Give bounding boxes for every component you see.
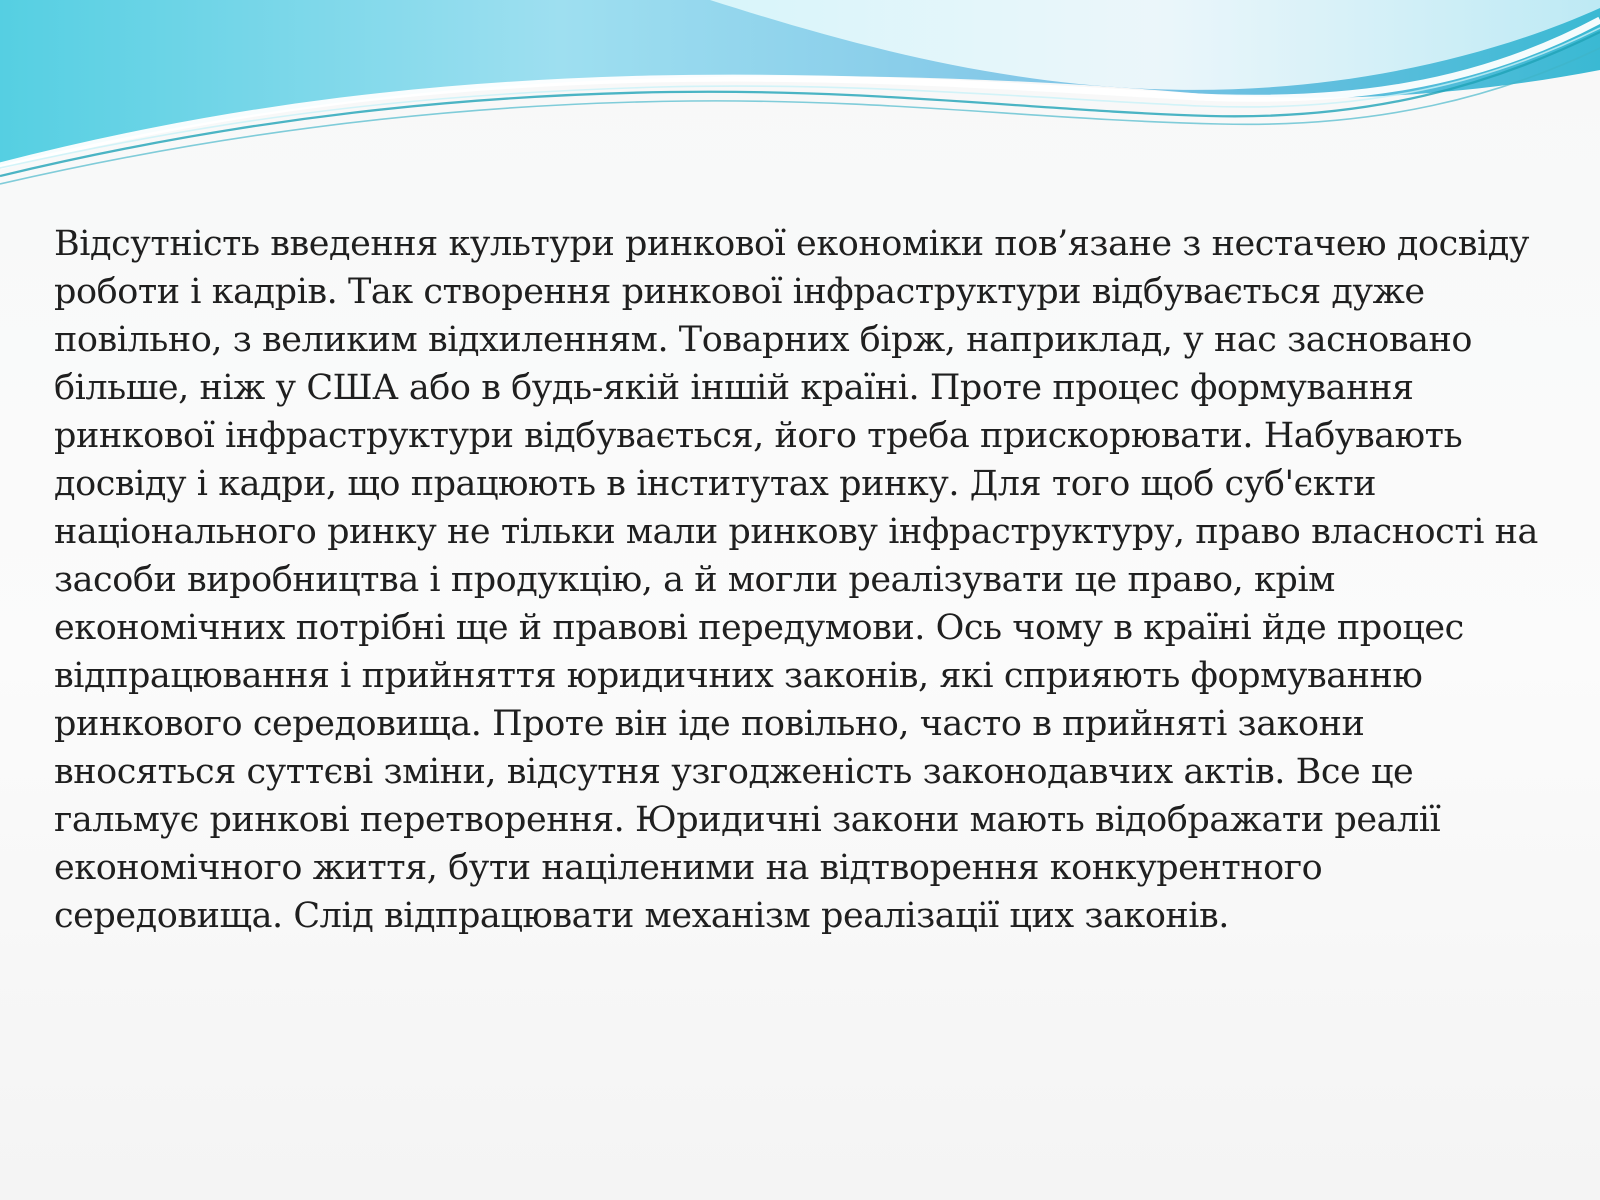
- slide-body-text: Відсутність введення культури ринкової економіки пов’язане з нестачею досвіду роботи і кадрів. Так створення ринкової інфраструктури відбувається дуже повільно, з великим відхиленням. Товарних бірж, наприклад, у нас засновано більше, ніж у США або в будь-якій іншій країні. Проте процес формування ринкової інфраструктури відбувається, його треба прискорювати. Набувають досвіду і кадри, що працюють в інститутах ринку. Для того щоб суб'єкти національного ринку не тільки мали ринкову інфраструктуру, право власності на засоби виробництва і продукцію, а й могли реалізувати це право, крім економічних потрібні ще й правові передумови. Ось чому в країні йде процес відпрацювання і прийняття юридичних законів, які сприяють формуванню ринкового середовища. Проте він іде повільно, часто в прийняті закони вносяться суттєві зміни, відсутня узгодженість законодавчих актів. Все це гальмує ринкові перетворення. Юридичні закони мають відображати реалії економічного життя, бути націленими на відтворення конкурентного середовища. Слід відпрацювати механізм реалізації цих законів.: [54, 224, 1538, 936]
- top-wave-decoration: [0, 0, 1600, 190]
